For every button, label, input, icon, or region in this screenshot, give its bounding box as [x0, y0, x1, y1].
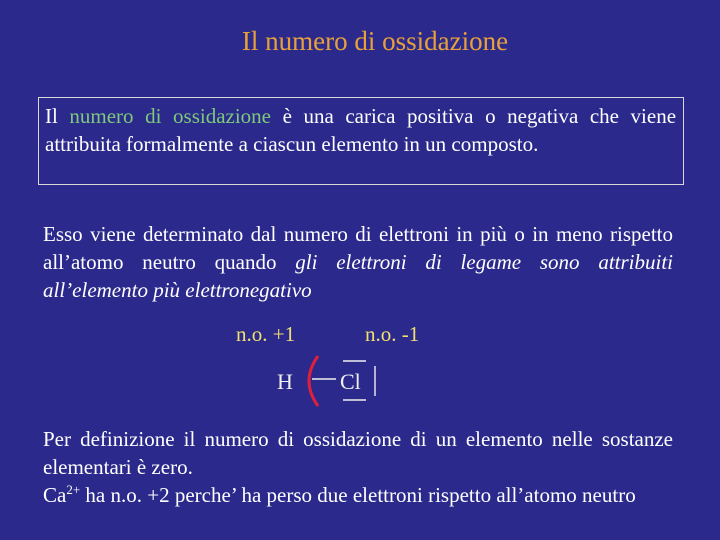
slide-title: Il numero di ossidazione	[241, 26, 509, 56]
definition-highlight: numero di ossidazione	[69, 104, 271, 128]
calcium-example	[43, 481, 673, 509]
atom-chlorine: Cl	[340, 369, 361, 394]
explanation-italic: gli elettroni di legame sono attribuiti all’elemento più elettronegativo	[43, 250, 673, 302]
calcium-explanation: ha n.o. +2 perche’ ha perso due elettroni rispetto all’atomo neutro	[80, 483, 636, 507]
definition-start: Il	[45, 104, 70, 128]
calcium-symbol: Ca	[43, 483, 67, 507]
atom-hydrogen: H	[277, 369, 293, 394]
explanation-text: Esso viene determinato dal numero di elettroni in più o in meno rispetto all’atomo neutro quando	[43, 222, 673, 274]
oxidation-number-h: n.o. +1	[236, 322, 296, 346]
definition-rest: è una carica positiva o negativa che viene attribuita formalmente a ciascun elemento in un composto.	[45, 104, 677, 156]
elemental-substances-text: Per definizione il numero di ossidazione di un elemento nelle sostanze elementari è zero.	[43, 427, 673, 479]
electron-bracket	[309, 356, 318, 406]
calcium-charge: 2+	[66, 482, 81, 497]
bottom-paragraph	[43, 425, 673, 509]
oxidation-number-cl: n.o. -1	[365, 322, 420, 346]
